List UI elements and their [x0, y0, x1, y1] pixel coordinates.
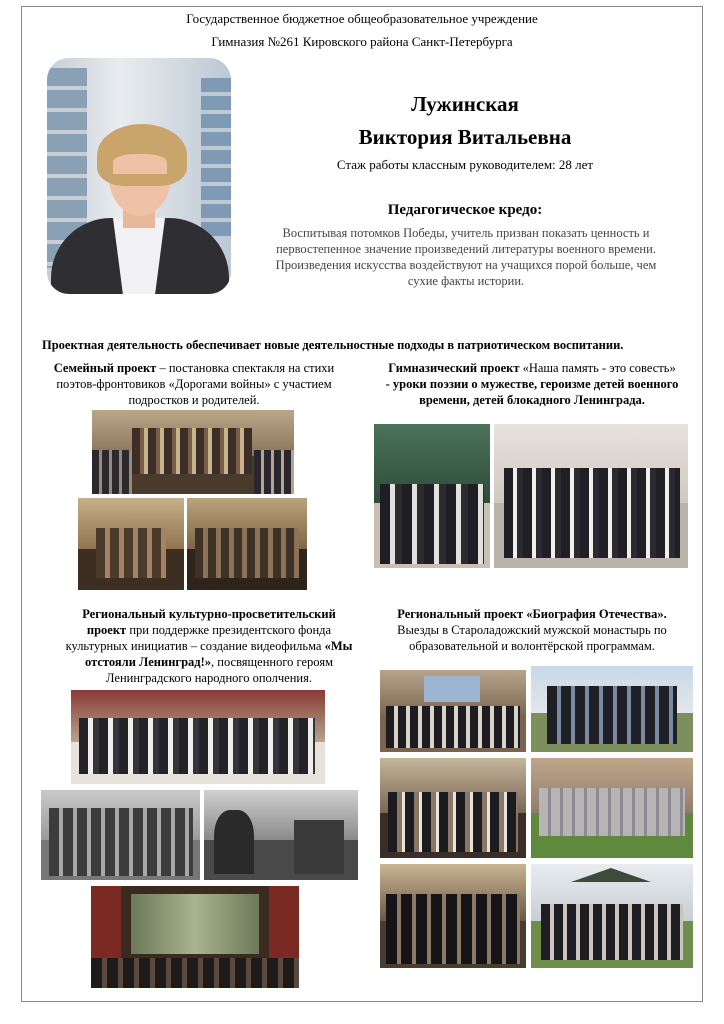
monastery-photo-priest: [380, 864, 526, 968]
gymnasium-photo-classroom: [374, 424, 490, 568]
credo-text: Воспитывая потомков Победы, учитель призван показать ценность и первостепенное значение произведений литературы военного времени. Произведения искусства воздействуют на учащихся порой больше, чем сухие факты истории.: [275, 226, 657, 288]
gymnasium-photo-group: [494, 424, 688, 568]
film-still-interior: [204, 790, 358, 880]
monastery-photo-hall: [380, 670, 526, 752]
family-project-text: Семейный проект – постановка спектакля на стихи поэтов-фронтовиков «Дорогами войны» с участием подростков и родителей.: [53, 361, 335, 407]
film-premiere-photo: [71, 690, 325, 784]
family-photo-performance-1: [78, 498, 184, 590]
teacher-given-names: Виктория Витальевна: [358, 125, 572, 149]
monastery-photo-gazebo: [531, 864, 693, 968]
regional-culture-project-text: Региональный культурно-просветительский проект при поддержке президентского фонда культурных инициатив – создание видеофильма «Мы отстояли Ленинград!», посвященного героям Ленинградского народного ополчения.: [24, 606, 394, 686]
teacher-portrait: [47, 58, 231, 294]
family-photo-stage: [92, 410, 294, 494]
gymnasium-project-title: Гимназический проект: [388, 361, 520, 375]
family-project-title: Семейный проект: [53, 361, 157, 375]
monastery-photo-outdoor-group: [531, 666, 693, 752]
film-still-militia: [41, 790, 200, 880]
monastery-photo-meal: [380, 758, 526, 858]
intro-text: Проектная деятельность обеспечивает новые деятельностные подходы в патриотическом воспитании.: [42, 338, 624, 352]
biography-project-title: Региональный проект «Биография Отечества».: [397, 607, 667, 621]
teacher-surname: Лужинская: [411, 92, 519, 116]
family-photo-performance-2: [187, 498, 307, 590]
experience: Стаж работы классным руководителем: 28 лет: [336, 157, 594, 172]
monastery-photo-volunteers: [531, 758, 693, 858]
regional-culture-project-title: Региональный культурно-просветительский: [82, 607, 336, 621]
school-type: Государственное бюджетное общеобразовательное учреждение: [186, 11, 538, 26]
credo-title: Педагогическое кредо:: [387, 202, 543, 218]
school-name: Гимназия №261 Кировского района Санкт-Петербурга: [211, 34, 513, 49]
film-screening-photo: [91, 886, 299, 988]
gymnasium-project-text: Гимназический проект «Наша память - это совесть» - уроки поэзии о мужестве, героизме детей военного времени, детей блокадного Ленинграда.: [385, 361, 679, 407]
biography-project-text: Региональный проект «Биография Отечества». Выезды в Староладожский мужской монастырь по образовательной и волонтёрской программам.: [362, 606, 702, 654]
